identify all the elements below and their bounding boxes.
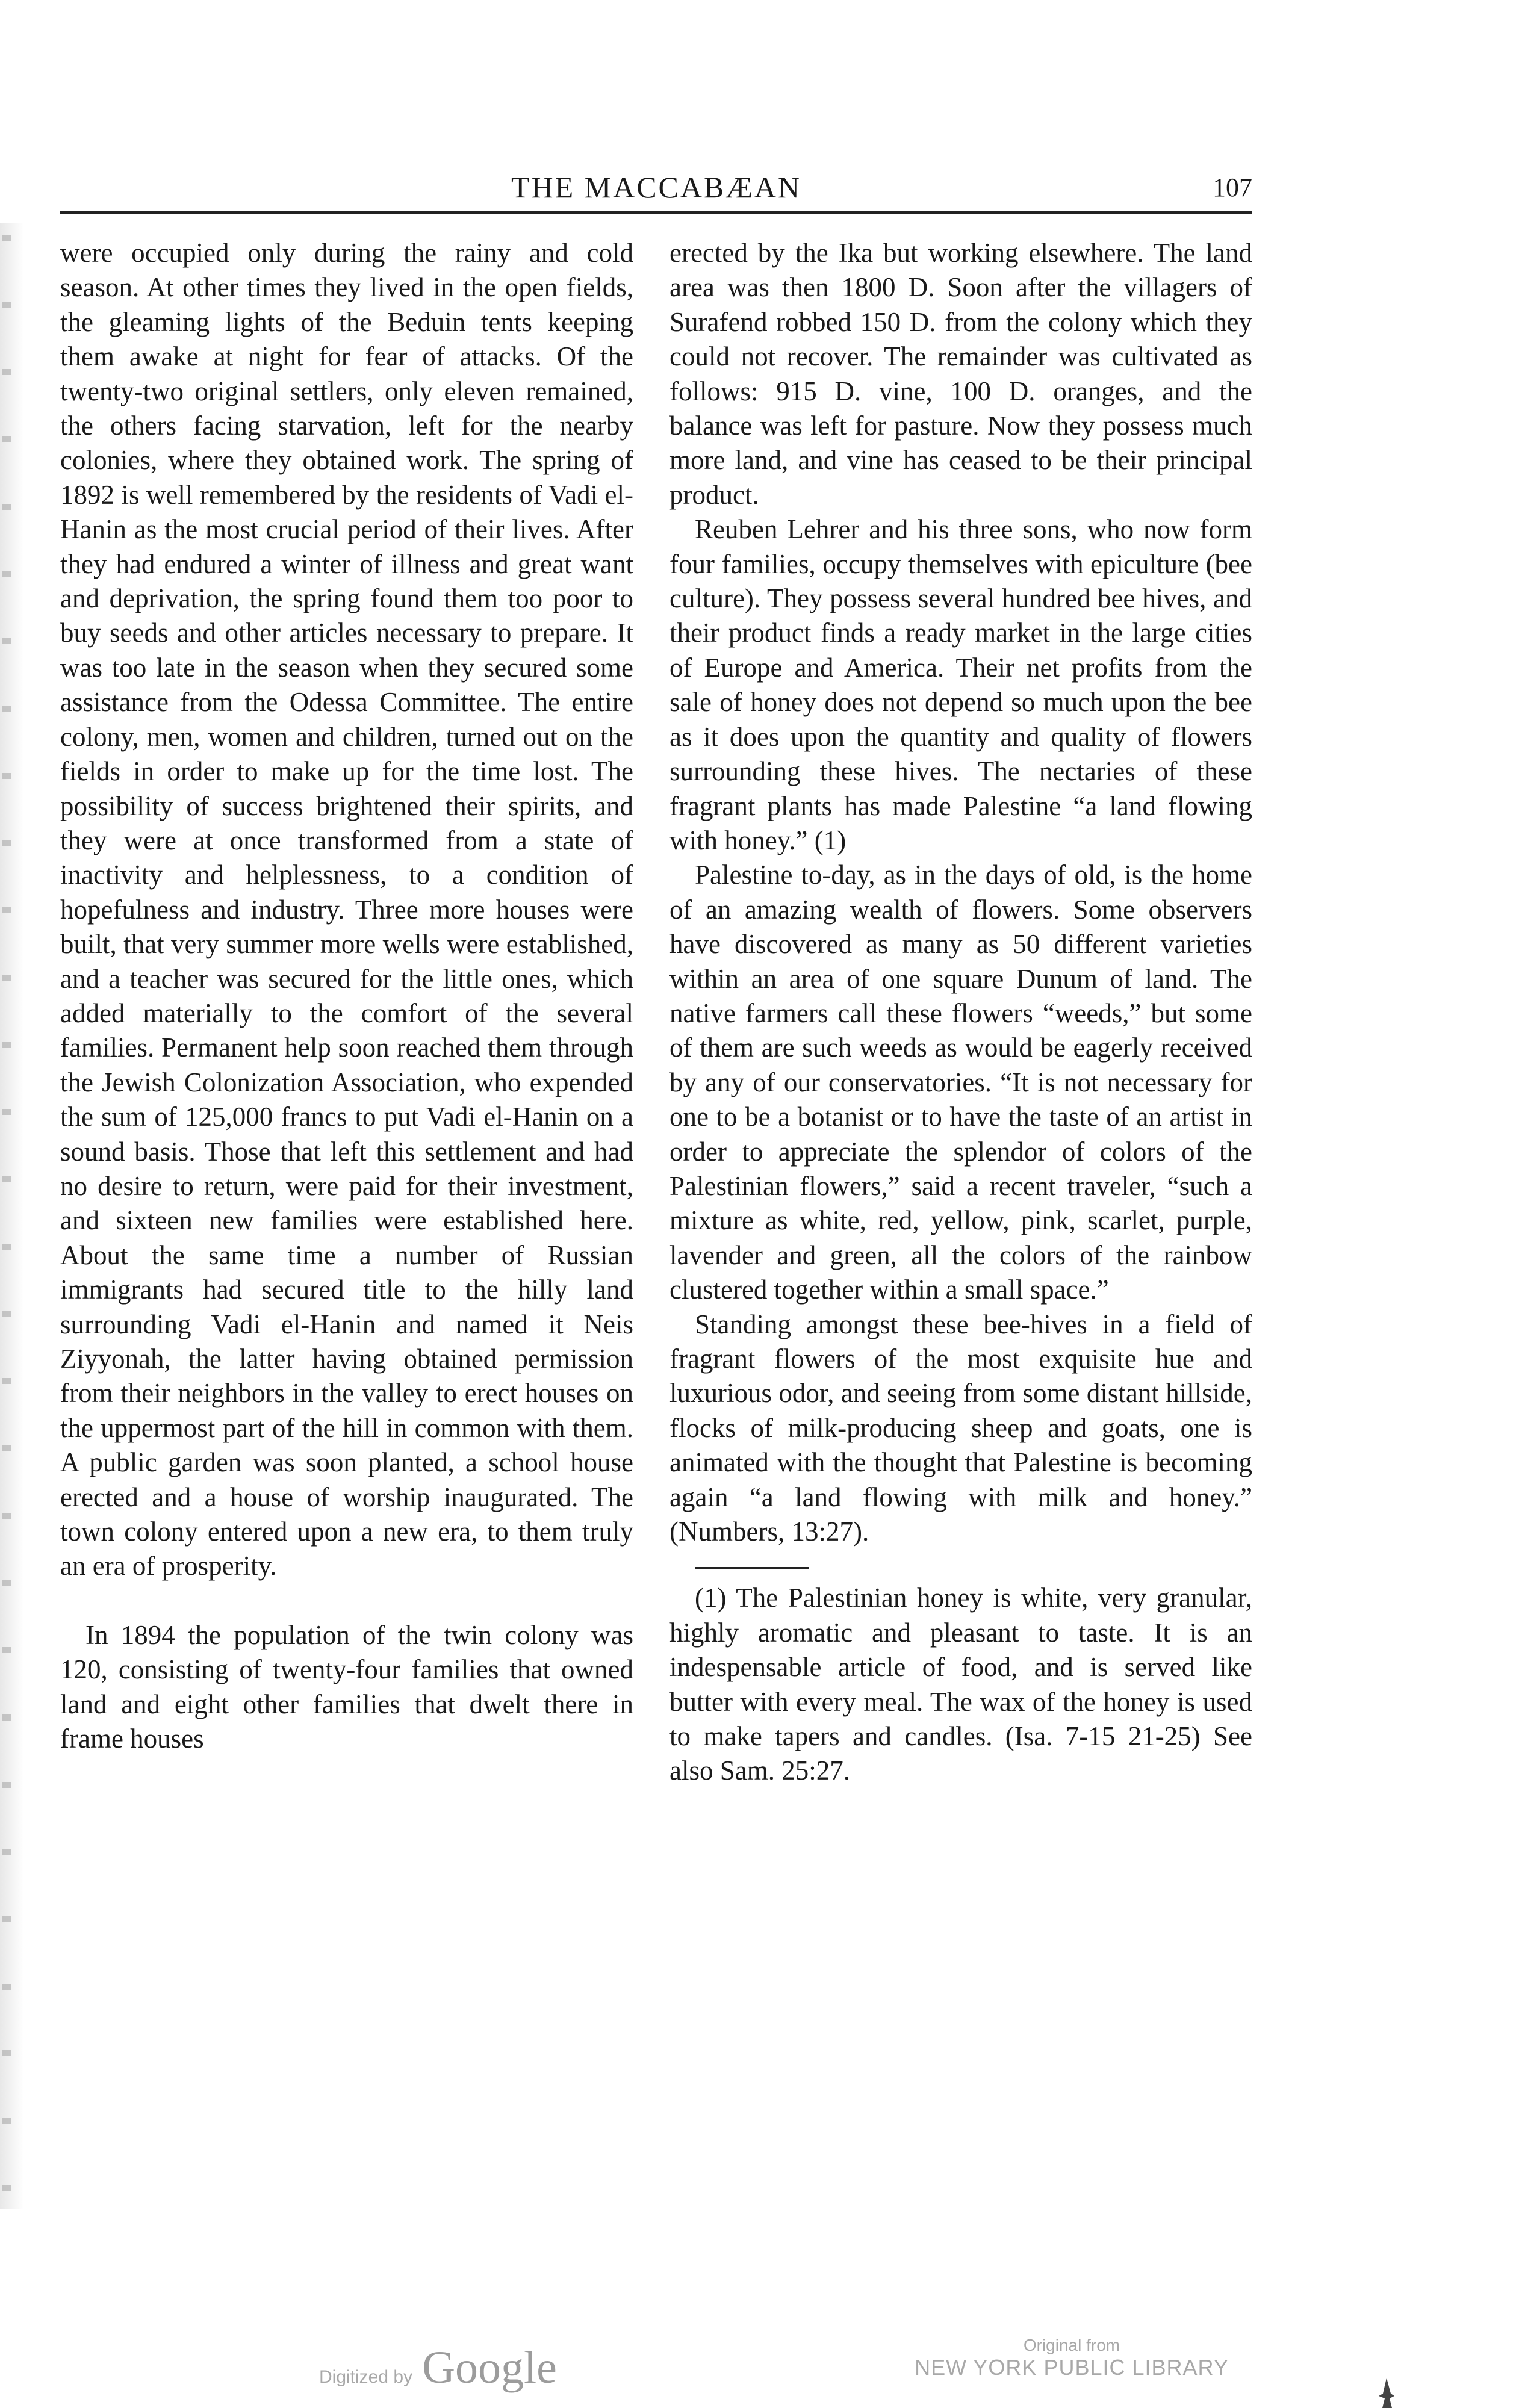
paragraph: Standing amongst these bee-hives in a field of fragrant flowers of the most exquisite hue and luxurious odor, and seeing from some distant hillside, flocks of milk-producing sheep and goats, one is animated with the thought that Palestine is becoming again “a land flowing with milk and honey.” (Numbers, 13:27). bbox=[669, 1309, 1252, 1547]
page-number: 107 bbox=[1213, 173, 1252, 202]
paragraph: Palestine to-day, as in the days of old, is the home of an amazing wealth of flowers. Some observers have discovered as many as 50 different varieties within an area of one square Dunum of land. The native farmers call these flowers “weeds,” but some of them are such weeds as would be eagerly received by any of our conservatories. “It is not necessary for one to be a botanist or to have the taste of an artist in order to appreciate the splendor of colors of the Palestinian flowers,” said a recent traveler, “such a mixture as white, red, yellow, pink, scarlet, purple, lavender and green, all the colors of the rainbow clustered together within a small space.” bbox=[669, 860, 1252, 1305]
binding-bleed-marks bbox=[2, 235, 17, 2191]
original-from-watermark bbox=[903, 2336, 1240, 2380]
paragraph: In 1894 the population of the twin colony was 120, consisting of twenty-four families that owned land and eight other families that dwelt there in frame houses bbox=[60, 1619, 633, 1754]
scan-corner-mark bbox=[1378, 2375, 1396, 2408]
running-header bbox=[60, 170, 1252, 212]
footnote: (1) The Palestinian honey is white, very granular, highly aromatic and pleasant to taste. It is an indespensable article of food, and is served like butter with every meal. The wax of the honey is used to make tapers and candles. (Isa. 7-15 21-25) See also Sam. 25:27. bbox=[669, 1583, 1252, 1786]
footnote-rule bbox=[695, 1567, 809, 1569]
google-logo: Google bbox=[422, 2342, 557, 2393]
digitized-by-label: Digitized by bbox=[319, 2367, 413, 2387]
original-from-label: Original from bbox=[1023, 2336, 1120, 2354]
left-column bbox=[60, 236, 633, 1756]
journal-title: THE MACCABÆAN bbox=[511, 170, 802, 204]
right-column bbox=[669, 236, 1252, 1789]
paragraph: erected by the Ika but working elsewhere. The land area was then 1800 D. Soon after the villagers of Surafend robbed 150 D. from the colony which they could not recover. The remainder was cultivated as follows: 915 D. vine, 100 D. oranges, and the balance was left for pasture. Now they possess much more land, and vine has ceased to be their principal product. bbox=[669, 238, 1252, 510]
library-name: NEW YORK PUBLIC LIBRARY bbox=[915, 2355, 1229, 2380]
digitized-by-watermark bbox=[319, 2342, 557, 2394]
paragraph: Reuben Lehrer and his three sons, who now form four families, occupy themselves with epiculture (bee culture). They possess several hundred bee hives, and their product finds a ready market in the large cities of Europe and America. Their net profits from the sale of honey does not depend so much upon the bee as it does upon the quantity and quality of flowers surrounding these hives. The nectaries of these fragrant plants has made Palestine “a land flowing with honey.” (1) bbox=[669, 514, 1252, 855]
header-rule bbox=[60, 211, 1252, 214]
paragraph: were occupied only during the rainy and cold season. At other times they lived in the open fields, the gleaming lights of the Beduin tents keeping them awake at night for fear of attacks. Of the twenty-two original settlers, only eleven remained, the others facing starvation, left for the nearby colonies, where they obtained work. The spring of 1892 is well remembered by the residents of Vadi el-Hanin as the most crucial period of their lives. After they had endured a winter of illness and great want and deprivation, the spring found them too poor to buy seeds and other articles necessary to prepare. It was too late in the season when they secured some assistance from the Odessa Committee. The entire colony, men, women and children, turned out on the fields in order to make up for the time lost. The possibility of success brightened their spirits, and they were at once transformed from a state of inactivity and helplessness, to a condition of hopefulness and industry. Three more houses were built, that very summer more wells were established, and a teacher was secured for the little ones, which added materially to the comfort of the several families. Permanent help soon reached them through the Jewish Colonization Association, who expended the sum of 125,000 francs to put Vadi el-Hanin on a sound basis. Those that left this settlement and had no desire to return, were paid for their investment, and sixteen new families were established here. About the same time a number of Russian immigrants had secured title to the hilly land surrounding Vadi el-Hanin and named it Neis Ziyyonah, the latter having obtained permission from their neighbors in the valley to erect houses on the uppermost part of the hill in common with them. A public garden was soon planted, a school house erected and a house of worship inaugurated. The town colony entered upon a new era, to them truly an era of prosperity. bbox=[60, 238, 633, 1581]
